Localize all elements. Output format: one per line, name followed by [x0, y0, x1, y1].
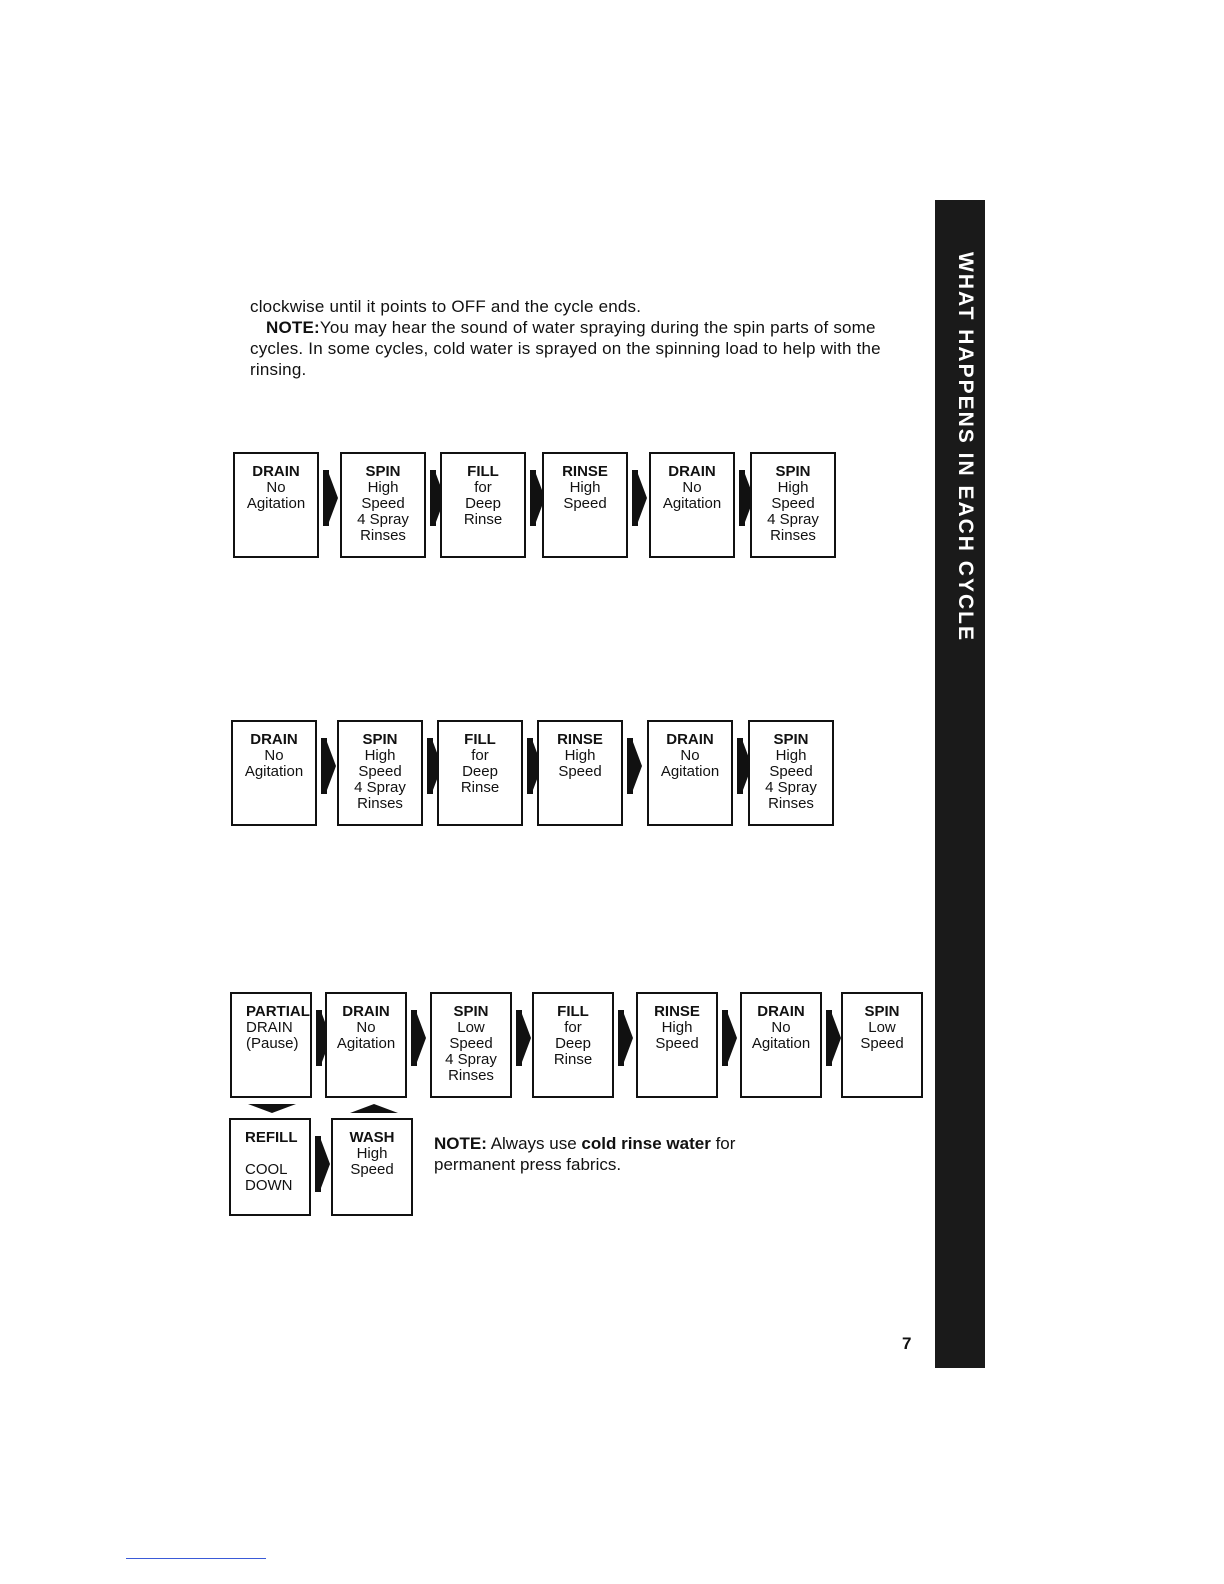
cycle-step-box: [337, 720, 423, 826]
cycle-step-detail: No: [771, 1019, 791, 1036]
page-number: 7: [902, 1334, 912, 1353]
cycle-step-detail: 4 Spray: [445, 1051, 497, 1068]
intro-text: [250, 296, 930, 380]
cycle-step-box: [325, 992, 407, 1098]
cycle-step-box: [537, 720, 623, 826]
cycle-step-detail: DOWN: [245, 1177, 293, 1194]
cycle-step-detail: Agitation: [660, 763, 720, 780]
cycle-step-detail: 4 Spray: [765, 779, 817, 796]
cycle-step-detail: High: [777, 479, 809, 496]
cycle-step-detail: for: [471, 747, 489, 764]
cycle-step-box: [229, 1118, 311, 1216]
cycle-step-detail: No: [264, 747, 284, 764]
cycle-step-detail: Agitation: [751, 1035, 811, 1052]
cycle-step-detail: for: [564, 1019, 582, 1036]
cycle-step-title: FILL: [467, 463, 499, 480]
cycle-step-detail: Deep: [465, 495, 501, 512]
cycle-step-detail: Speed: [769, 763, 813, 780]
cycle-step-box: [231, 720, 317, 826]
cycle-step-detail: Low: [457, 1019, 485, 1036]
cycle-step-box: [532, 992, 614, 1098]
cycle-step-detail: High: [356, 1145, 388, 1162]
intro-note-text: You may hear the sound of water spraying during the spin parts of some cycles. In some cycles, cold water is sprayed on the spinning load to help with the rinsing.: [250, 318, 881, 379]
cycle-step-detail: Rinses: [360, 527, 406, 544]
cycle-step-box: [748, 720, 834, 826]
cycle-step-title: DRAIN: [668, 463, 716, 480]
cycle-step-detail: 4 Spray: [354, 779, 406, 796]
cycle-step-detail: Speed: [361, 495, 405, 512]
cycle-step-detail: Speed: [771, 495, 815, 512]
bottom-note-text-after: for permanent press fabrics.: [434, 1134, 736, 1174]
cycle-step-box: [542, 452, 628, 558]
cycle-step-detail: High: [775, 747, 807, 764]
cycle-step-detail: Rinses: [768, 795, 814, 812]
right-arrow-icon: [522, 1014, 531, 1062]
cycle-step-detail: DRAIN: [246, 1019, 293, 1036]
cycle-step-title: DRAIN: [666, 731, 714, 748]
cycle-step-detail: No: [356, 1019, 376, 1036]
cycle-step-title: SPIN: [362, 731, 398, 748]
cycle-step-detail: Agitation: [244, 763, 304, 780]
cycle-step-title: DRAIN: [252, 463, 300, 480]
cycle-step-detail: Speed: [350, 1161, 394, 1178]
cycle-step-title: RINSE: [654, 1003, 700, 1020]
cycle-step-title: FILL: [557, 1003, 589, 1020]
cycle-step-detail: High: [367, 479, 399, 496]
cycle-step-detail: No: [682, 479, 702, 496]
footer-rule: [126, 1558, 266, 1559]
section-side-tab-title: WHAT HAPPENS IN EACH CYCLE: [954, 252, 977, 642]
right-arrow-icon: [321, 1140, 330, 1188]
cycle-step-detail: High: [661, 1019, 693, 1036]
cycle-step-detail: Speed: [449, 1035, 493, 1052]
down-arrow-icon: [248, 1104, 296, 1113]
cycle-step-box: [437, 720, 523, 826]
cycle-step-detail: Speed: [563, 495, 607, 512]
cycle-step-box: [230, 992, 312, 1098]
bottom-note-text-before: Always use: [490, 1134, 577, 1153]
cycle-step-detail: Rinses: [448, 1067, 494, 1084]
cycle-step-detail: No: [680, 747, 700, 764]
intro-note-label: NOTE:: [266, 318, 320, 337]
cycle-step-title: RINSE: [557, 731, 603, 748]
cycle-step-detail: Rinse: [463, 511, 503, 528]
right-arrow-icon: [638, 474, 647, 522]
cycle-step-detail: Speed: [860, 1035, 904, 1052]
cycle-step-detail: Deep: [555, 1035, 591, 1052]
cycle-step-title: SPIN: [773, 731, 809, 748]
intro-line-1: clockwise until it points to OFF and the cycle ends.: [250, 297, 642, 316]
cycle-step-detail: 4 Spray: [767, 511, 819, 528]
cycle-step-detail: Agitation: [662, 495, 722, 512]
cycle-step-box: [340, 452, 426, 558]
right-arrow-icon: [832, 1014, 841, 1062]
cycle-step-box: [740, 992, 822, 1098]
cycle-step-detail: Rinse: [460, 779, 500, 796]
cycle-step-title: FILL: [464, 731, 496, 748]
intro-note: [250, 317, 930, 380]
cycle-step-detail: Speed: [558, 763, 602, 780]
cycle-step-detail: Agitation: [336, 1035, 396, 1052]
bottom-note: [434, 1133, 814, 1175]
cycle-step-detail: 4 Spray: [357, 511, 409, 528]
cycle-step-title: SPIN: [864, 1003, 900, 1020]
cycle-step-detail: Rinses: [357, 795, 403, 812]
cycle-step-title: SPIN: [775, 463, 811, 480]
cycle-step-detail: Speed: [358, 763, 402, 780]
cycle-step-title: DRAIN: [757, 1003, 805, 1020]
cycle-step-detail: Rinse: [553, 1051, 593, 1068]
cycle-step-box: [649, 452, 735, 558]
cycle-step-detail: [245, 1146, 309, 1162]
cycle-step-detail: (Pause): [246, 1035, 299, 1052]
cycle-step-title: REFILL: [245, 1129, 298, 1146]
right-arrow-icon: [329, 474, 338, 522]
cycle-step-box: [750, 452, 836, 558]
cycle-step-title: DRAIN: [342, 1003, 390, 1020]
cycle-step-title: PARTIAL: [246, 1003, 310, 1020]
cycle-step-detail: High: [564, 747, 596, 764]
cycle-step-box: [440, 452, 526, 558]
right-arrow-icon: [327, 742, 336, 790]
right-arrow-icon: [624, 1014, 633, 1062]
cycle-step-box: [647, 720, 733, 826]
bottom-note-emphasis: cold rinse water: [581, 1134, 711, 1153]
cycle-step-detail: Low: [868, 1019, 896, 1036]
cycle-step-detail: Deep: [462, 763, 498, 780]
cycle-step-title: RINSE: [562, 463, 608, 480]
up-arrow-icon: [350, 1104, 398, 1113]
cycle-step-title: SPIN: [365, 463, 401, 480]
cycle-step-detail: High: [569, 479, 601, 496]
cycle-step-detail: Speed: [655, 1035, 699, 1052]
cycle-step-title: WASH: [349, 1129, 395, 1146]
cycle-step-detail: Rinses: [770, 527, 816, 544]
right-arrow-icon: [728, 1014, 737, 1062]
cycle-step-title: SPIN: [453, 1003, 489, 1020]
cycle-step-detail: Agitation: [246, 495, 306, 512]
cycle-step-box: [636, 992, 718, 1098]
section-side-tab: [935, 200, 985, 1368]
cycle-step-box: [841, 992, 923, 1098]
right-arrow-icon: [417, 1014, 426, 1062]
cycle-step-detail: COOL: [245, 1161, 288, 1178]
cycle-step-box: [430, 992, 512, 1098]
bottom-note-label: NOTE:: [434, 1134, 487, 1153]
cycle-step-box: [331, 1118, 413, 1216]
cycle-step-detail: High: [364, 747, 396, 764]
cycle-step-box: [233, 452, 319, 558]
right-arrow-icon: [633, 742, 642, 790]
cycle-step-detail: No: [266, 479, 286, 496]
cycle-step-detail: for: [474, 479, 492, 496]
cycle-step-title: DRAIN: [250, 731, 298, 748]
